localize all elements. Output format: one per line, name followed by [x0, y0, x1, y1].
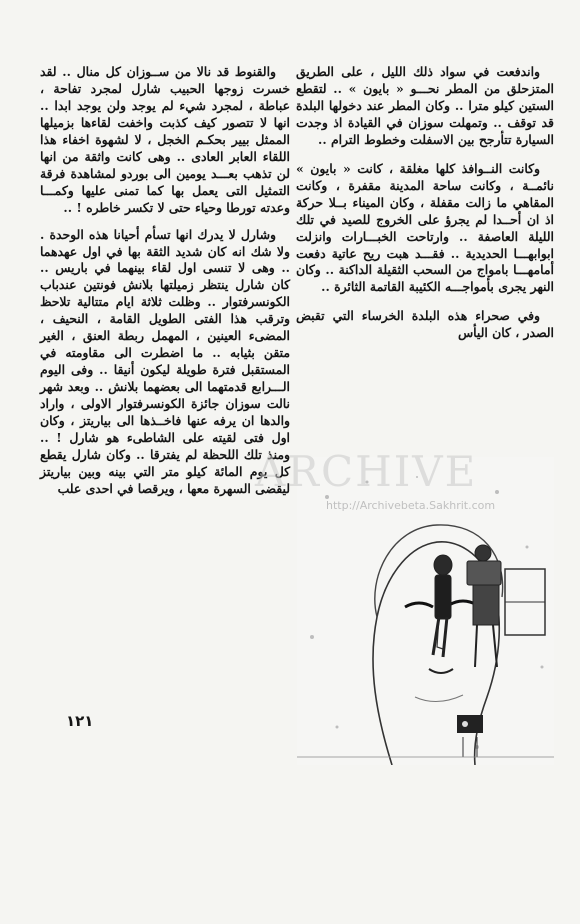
- article-column-right: [296, 64, 554, 342]
- paragraph: واندفعت في سواد ذلك الليل ، على الطريق المتزحلق من المطر نحـــو « بايون » .. لتقطع الستين كيلو مترا .. وكان المطر عند دخولها البلدة قد توقف .. وتمهلت سوزان في القيادة اذ وجدت السيارة تتأرجح بين الاسفلت وخطوط الترام ..: [296, 64, 554, 147]
- paragraph: والقنوط قد نالا من ســوزان كل منال .. لقد خسرت زوجها الحبيب شارل لمجرد تفاحة ، عباطة ، لمجرد شيء لم يوجد ولن يوجد ابدا .. انها لا تتصور كيف كذبت واخفت لقاءها بزميلها الممثل بيير بحكـم الخجل ، لا لشهوة اخفاء هذا اللقاء العابر العادى .. وهى كانت واثقة من انها لن تذهب بعـــد يومين الى بوردو لمشاهدة فرقة التمثيل التى يعمل بها كما تمنى عليها وكمـــا وعدته تورطا وحياء حتى لا تكسر خاطره ! ..: [40, 64, 290, 215]
- watermark-text: ARCHIVE: [255, 447, 478, 496]
- watermark-url: http://Archivebeta.Sakhrit.com: [326, 499, 496, 512]
- paragraph: وفي صحراء هذه البلدة الخرساء التي تقبض الصدر ، كان اليأس: [296, 308, 554, 341]
- paragraph: وشارل لا يدرك انها تسأم أحيانا هذه الوحدة . ولا شك انه كان شديد الثقة بها في اول عهدهما .. وهى لا تنسى اول لقاء بينهما في باريس .. كان شارل ينتظر زميلتها بلانش فونتين عندباب الكونسرفتوار .. وظلت ثلاثة ايام متتالية تلاحظ وترقب هذا الفتى الطويل القامة ، النحيف ، المضىء العينين ، المهمل ربطة العنق ، الغير متقن بثيابه .. ما اضطرت الى مقاومته في المستقبل فترة طويلة ليكون أنيقا .. وفى اليوم الـــرابع قدمتهما الى بعضهما بلانش .. وبعد شهر نالت سوزان جائزة الكونسرفتوار الاولى ، واراد والدها ان يرفه عنها فاخــذها الى بياريتز ، وكان اول فتى لقيته على الشاطىء هو شارل ! .. ومنذ تلك اللحظة لم يفترقا .. وكان شارل يقطع كل يوم المائة كيلو متر التي بينه وبين بياريتز ليقضى السهرة معها ، ويرقصا في احدى علب: [40, 226, 290, 496]
- page-number: ١٢١: [66, 712, 94, 730]
- article-column-left: [40, 64, 290, 498]
- paragraph: وكانت النــوافذ كلها مغلقة ، كانت « بايون » نائمــة ، وكانت ساحة المدينة مقفرة ، وكانت المقاهي ما زالت مقفلة ، وكان الميناء بــلا حركة اذ ان أحــدا لم يجرؤ على الخروج للصيد في تلك الليلة العاصفة .. وارتاحت الخبـــارات وانزلت ابوابهـــا الحديدية .. فقـــد هبت ريح عاتية دفعت أمامهـــا بامواج من السحب الثقيلة الداكنة .. وكان النهر يجرى بأمواجـــه الكئيبة القاتمة الثائرة ..: [296, 160, 554, 295]
